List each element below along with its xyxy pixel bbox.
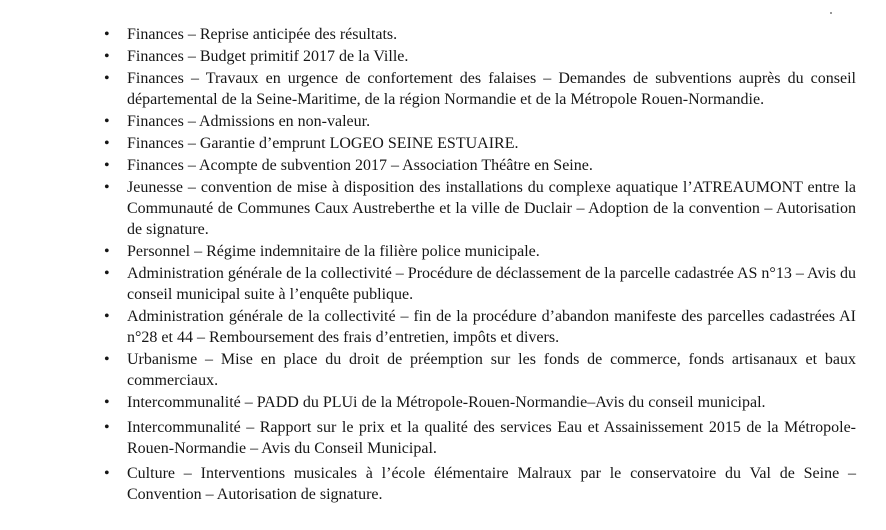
agenda-item: • Administration générale de la collectivité – Procédure de déclassement de la parcelle cadastrée AS n°13 – Avis du conseil municipal suite à l’enquête publique. [0,263,856,305]
scan-speck [830,12,832,14]
agenda-item: • Finances – Admissions en non-valeur. [0,111,856,132]
agenda-item: • Finances – Budget primitif 2017 de la Ville. [0,46,856,67]
agenda-item: • Administration générale de la collectivité – fin de la procédure d’abandon manifeste des parcelles cadastrées AI n°28 et 44 – Remboursement des frais d’entretien, impôts et divers. [0,306,856,348]
agenda-item: • Culture – Interventions musicales à l’école élémentaire Malraux par le conservatoire du Val de Seine – Convention – Autorisation de signature. [0,463,856,505]
agenda-item: • Urbanisme – Mise en place du droit de préemption sur les fonds de commerce, fonds artisanaux et baux commerciaux. [0,349,856,391]
agenda-item: • Jeunesse – convention de mise à disposition des installations du complexe aquatique l’ATREAUMONT entre la Communauté de Communes Caux Austreberthe et la ville de Duclair – Adoption de la convention – Autorisation de signature. [0,177,856,240]
agenda-item: • Intercommunalité – PADD du PLUi de la Métropole-Rouen-Normandie–Avis du conseil municipal. [0,392,856,413]
agenda-item: • Finances – Reprise anticipée des résultats. [0,24,856,45]
agenda-item-list [0,24,886,506]
agenda-item: • Intercommunalité – Rapport sur le prix et la qualité des services Eau et Assainissement 2015 de la Métropole-Rouen-Normandie – Avis du Conseil Municipal. [0,417,856,459]
agenda-item: • Finances – Travaux en urgence de confortement des falaises – Demandes de subventions auprès du conseil départemental de la Seine-Maritime, de la région Normandie et de la Métropole Rouen-Normandie. [0,68,856,110]
agenda-item: • Finances – Garantie d’emprunt LOGEO SEINE ESTUAIRE. [0,133,856,154]
agenda-item: • Personnel – Régime indemnitaire de la filière police municipale. [0,241,856,262]
agenda-item: • Finances – Acompte de subvention 2017 – Association Théâtre en Seine. [0,155,856,176]
